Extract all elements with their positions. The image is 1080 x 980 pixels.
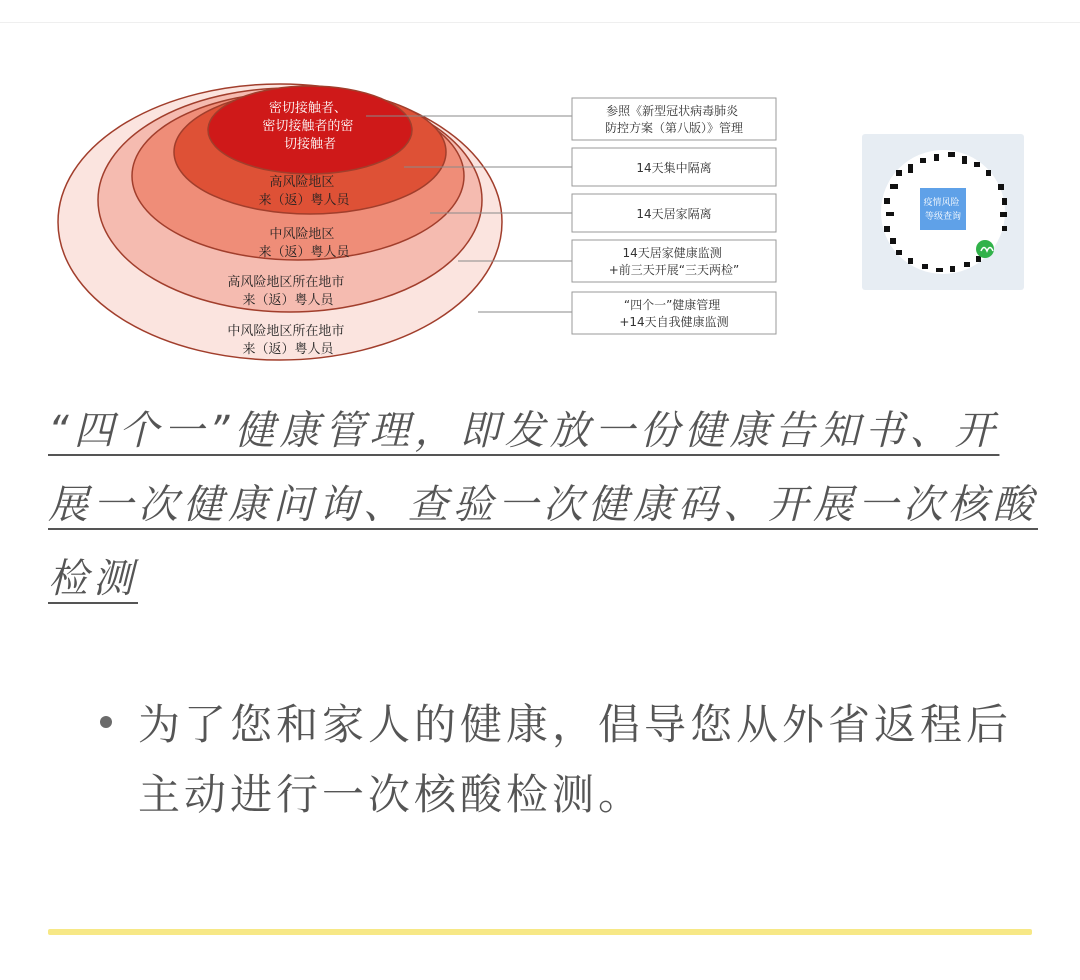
ring-5-label: 中风险地区所在地市 来（返）粤人员 xyxy=(227,324,345,357)
figure-caption: “四个一”健康管理，即发放一份健康告知书、开展一次健康问询、查验一次健康码、开展一次核酸检测 xyxy=(48,408,1038,602)
box-2-label: 14天集中隔离 xyxy=(636,161,712,175)
box-1-label: 参照《新型冠状病毒肺炎 防控方案（第八版）》管理 xyxy=(604,104,744,135)
ring-2-label: 高风险地区 来（返）粤人员 xyxy=(258,175,350,208)
bottom-rule xyxy=(48,929,1032,935)
risk-management-figure xyxy=(48,72,1032,372)
box-4-label: 14天居家健康监测 +前三天开展“三天两检” xyxy=(608,246,740,277)
box-3-label: 14天居家隔离 xyxy=(636,207,712,221)
ring-3-label: 中风险地区 来（返）粤人员 xyxy=(258,227,350,260)
ring-1-label: 密切接触者、 密切接触者的密 切接触者 xyxy=(262,101,354,152)
qr-label: 疫情风险 等级查询 xyxy=(923,198,962,222)
box-5-label: “四个一”健康管理 +14天自我健康监测 xyxy=(619,298,729,329)
bullet-text: 为了您和家人的健康，倡导您从外省返程后主动进行一次核酸检测。 xyxy=(138,700,1013,819)
bullet-item xyxy=(100,690,1040,830)
bullet-dot-icon xyxy=(100,716,112,728)
qr-code xyxy=(862,134,1024,290)
ring-4-label: 高风险地区所在地市 来（返）粤人员 xyxy=(227,275,345,308)
risk-diagram-svg xyxy=(48,72,1032,372)
top-divider xyxy=(0,22,1080,23)
